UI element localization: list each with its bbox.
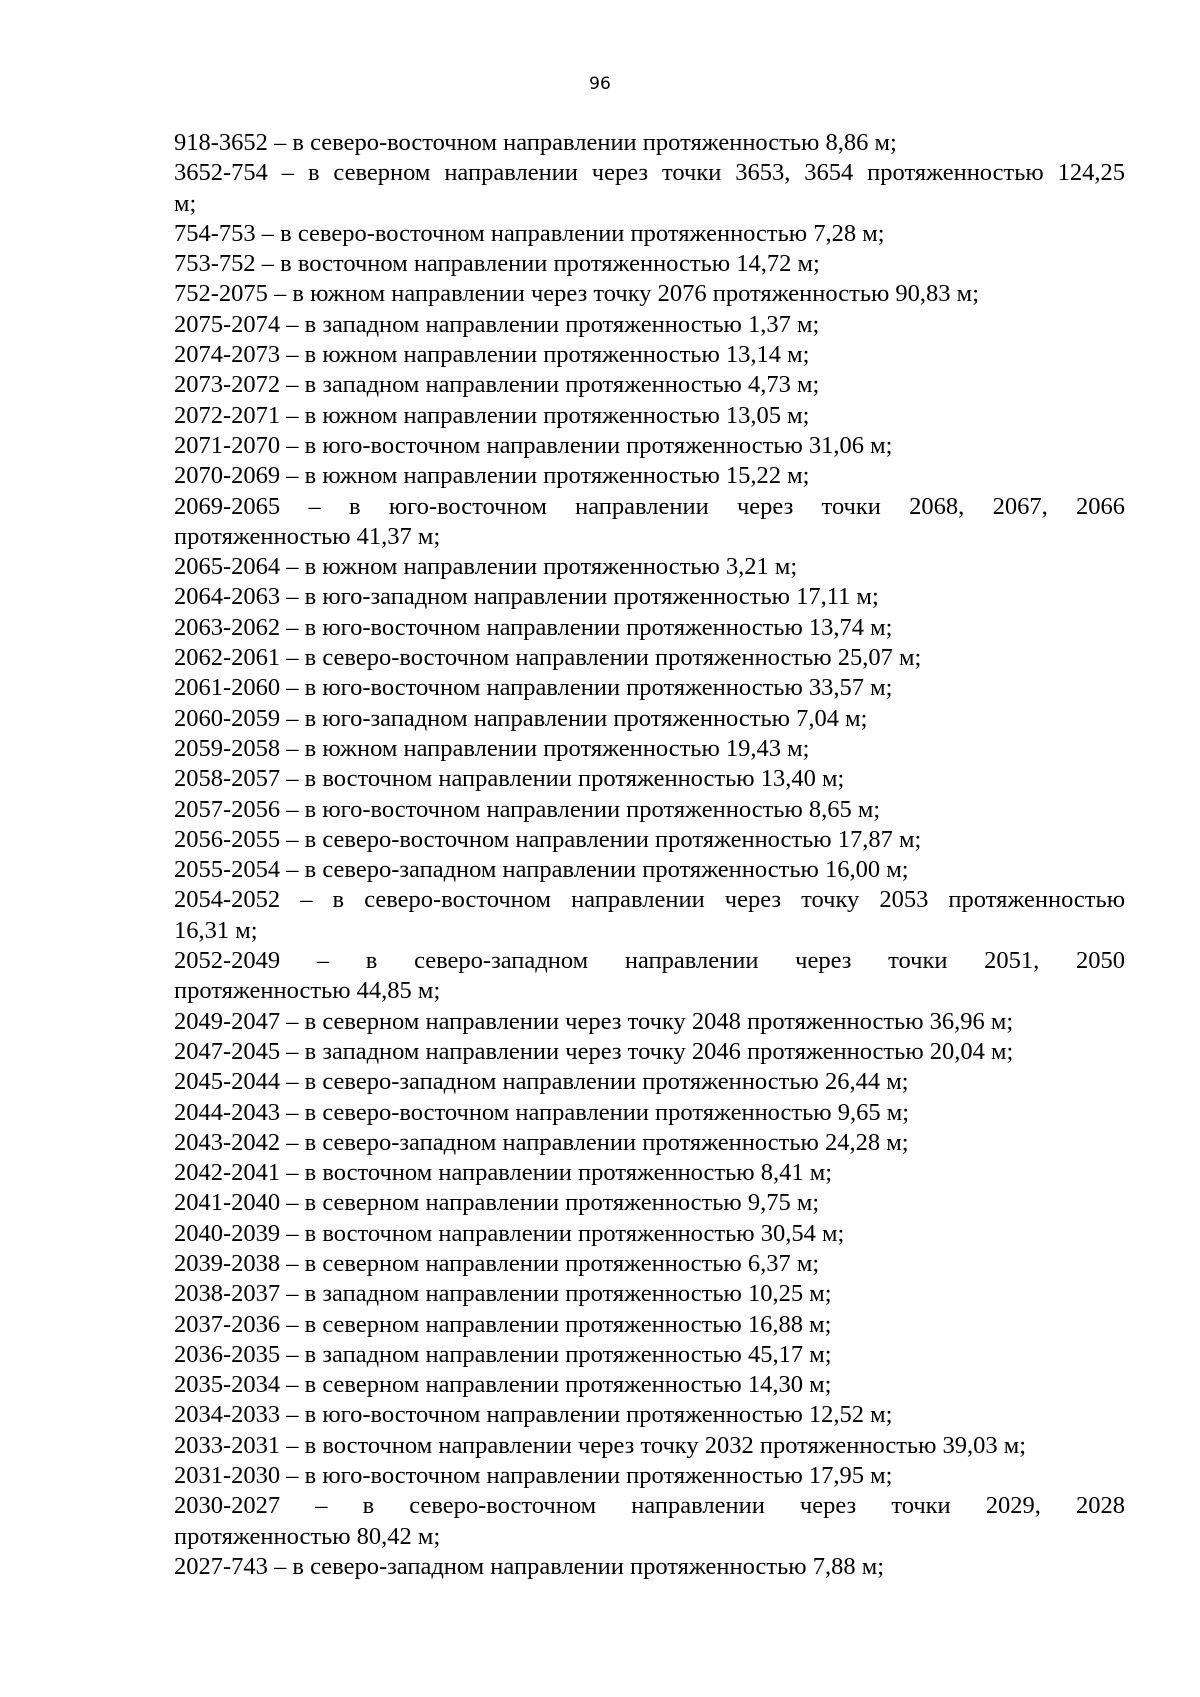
page-number: 96 [589, 74, 611, 94]
boundary-description-text [174, 128, 1125, 1582]
text-line: 2030-2027 – в северо-восточном направлении через точки 2029, 2028 [174, 1492, 1125, 1520]
text-line: 2060-2059 – в юго-западном направлении протяженностью 7,04 м; [174, 704, 868, 732]
text-line: 3652-754 – в северном направлении через точки 3653, 3654 протяженностью 124,25 [174, 159, 1125, 187]
text-line: 2073-2072 – в западном направлении протяженностью 4,73 м; [174, 371, 820, 399]
text-line: 2055-2054 – в северо-западном направлении протяженностью 16,00 м; [174, 856, 909, 884]
text-line: 2038-2037 – в западном направлении протяженностью 10,25 м; [174, 1280, 832, 1308]
text-line: 2063-2062 – в юго-восточном направлении протяженностью 13,74 м; [174, 613, 893, 641]
text-line: 2037-2036 – в северном направлении протяженностью 16,88 м; [174, 1310, 832, 1338]
text-line: 752-2075 – в южном направлении через точку 2076 протяженностью 90,83 м; [174, 280, 979, 308]
text-line: 2072-2071 – в южном направлении протяженностью 13,05 м; [174, 401, 810, 429]
text-line: 2065-2064 – в южном направлении протяженностью 3,21 м; [174, 553, 798, 581]
text-line: 2057-2056 – в юго-восточном направлении протяженностью 8,65 м; [174, 795, 881, 823]
text-line: 2039-2038 – в северном направлении протяженностью 6,37 м; [174, 1249, 820, 1277]
text-line: 2056-2055 – в северо-восточном направлении протяженностью 17,87 м; [174, 825, 922, 853]
text-line: 2061-2060 – в юго-восточном направлении протяженностью 33,57 м; [174, 674, 893, 702]
text-line: 2031-2030 – в юго-восточном направлении протяженностью 17,95 м; [174, 1462, 893, 1490]
text-line: 2054-2052 – в северо-восточном направлении через точку 2053 протяженностью [174, 886, 1125, 914]
text-line: 918-3652 – в северо-восточном направлении протяженностью 8,86 м; [174, 129, 897, 156]
text-line: 2069-2065 – в юго-восточном направлении через точки 2068, 2067, 2066 [174, 492, 1125, 520]
text-line: 2036-2035 – в западном направлении протяженностью 45,17 м; [174, 1340, 832, 1368]
text-line: 2035-2034 – в северном направлении протяженностью 14,30 м; [174, 1371, 832, 1399]
text-line: 2044-2043 – в северо-восточном направлении протяженностью 9,65 м; [174, 1098, 910, 1126]
text-line: 2034-2033 – в юго-восточном направлении протяженностью 12,52 м; [174, 1401, 893, 1429]
text-line: 2049-2047 – в северном направлении через точку 2048 протяженностью 36,96 м; [174, 1007, 1014, 1035]
text-line: 2071-2070 – в юго-восточном направлении протяженностью 31,06 м; [174, 431, 893, 459]
text-line: 2047-2045 – в западном направлении через точку 2046 протяженностью 20,04 м; [174, 1037, 1014, 1065]
text-line: 2027-743 – в северо-западном направлении протяженностью 7,88 м; [174, 1552, 885, 1580]
text-line-continuation: протяженностью 80,42 м; [174, 1522, 441, 1550]
text-line: 2062-2061 – в северо-восточном направлении протяженностью 25,07 м; [174, 644, 922, 672]
text-line: 753-752 – в восточном направлении протяженностью 14,72 м; [174, 250, 820, 278]
text-line: 2059-2058 – в южном направлении протяженностью 19,43 м; [174, 734, 810, 762]
text-line-continuation: м; [174, 189, 197, 217]
text-line-continuation: протяженностью 41,37 м; [174, 522, 441, 550]
text-line-continuation: протяженностью 44,85 м; [174, 977, 441, 1005]
text-line: 2040-2039 – в восточном направлении протяженностью 30,54 м; [174, 1219, 845, 1247]
text-line: 2058-2057 – в восточном направлении протяженностью 13,40 м; [174, 765, 845, 793]
text-line: 2045-2044 – в северо-западном направлении протяженностью 26,44 м; [174, 1068, 909, 1096]
text-line: 2043-2042 – в северо-западном направлении протяженностью 24,28 м; [174, 1128, 909, 1156]
text-line: 2074-2073 – в южном направлении протяженностью 13,14 м; [174, 341, 810, 369]
text-line: 2064-2063 – в юго-западном направлении протяженностью 17,11 м; [174, 583, 879, 611]
text-line-continuation: 16,31 м; [174, 916, 258, 944]
text-line: 2070-2069 – в южном направлении протяженностью 15,22 м; [174, 462, 810, 490]
text-line: 2041-2040 – в северном направлении протяженностью 9,75 м; [174, 1189, 820, 1217]
text-line: 2042-2041 – в восточном направлении протяженностью 8,41 м; [174, 1159, 833, 1187]
text-line: 2075-2074 – в западном направлении протяженностью 1,37 м; [174, 310, 820, 338]
text-line: 2052-2049 – в северо-западном направлении через точки 2051, 2050 [174, 947, 1125, 975]
text-line: 754-753 – в северо-восточном направлении протяженностью 7,28 м; [174, 219, 885, 247]
text-line: 2033-2031 – в восточном направлении через точку 2032 протяженностью 39,03 м; [174, 1431, 1027, 1459]
